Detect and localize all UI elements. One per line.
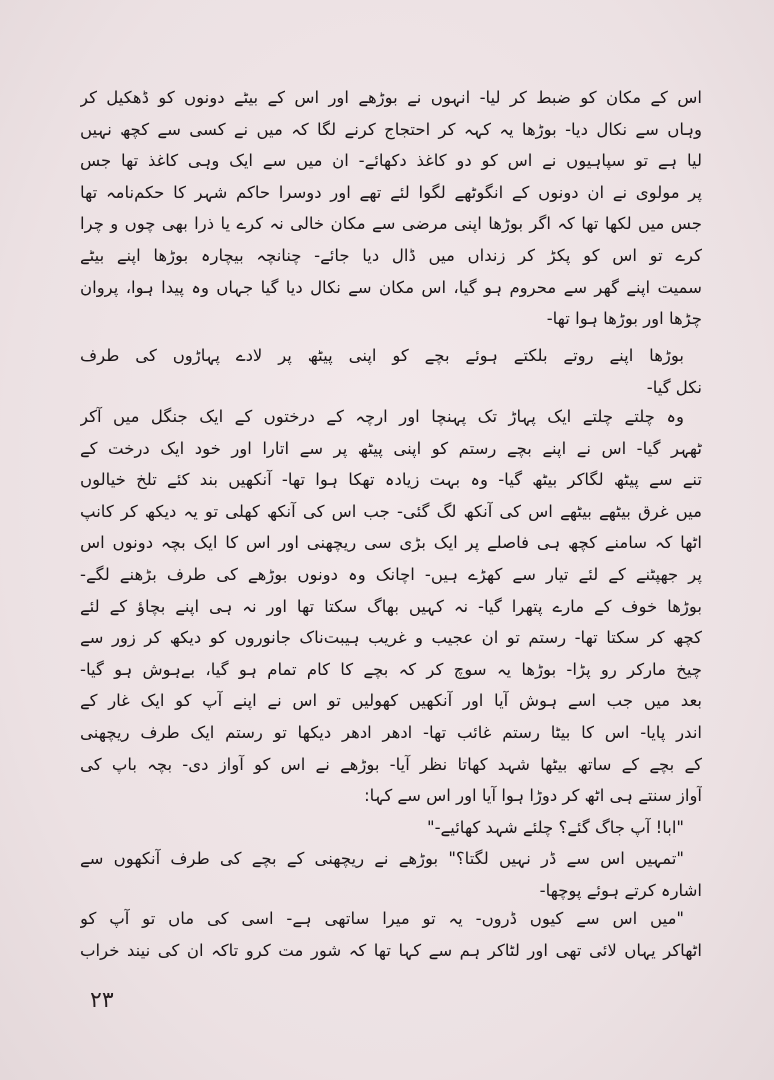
- text-line: آواز سنتے ہی اٹھ کر دوڑا ہوا آیا اور اس سے کہا:: [364, 786, 702, 806]
- text-line: تنے سے پیٹھ لگاکر بیٹھ گیا- وہ بہت زیادہ تھکا ہوا تھا- آنکھیں بند کئے تلخ خیالوں: [80, 470, 702, 490]
- text-line: اندر پایا- اس کا بیٹا رستم غائب تھا- ادھر ادھر دیکھا تو رستم ایک طرف ریچھنی: [80, 722, 702, 742]
- text-line: کرے تو اس کو پکڑ کر زنداں میں ڈال دیا جائے- چنانچہ بیچارہ بوڑھا اپنے بیٹے: [80, 245, 702, 265]
- text-line: نکل گیا-: [646, 377, 702, 397]
- paragraph-4: [80, 903, 702, 966]
- text-line: اٹھاکر یہاں لائی تھی اور لٹاکر ہم سے کہا تھا کہ شور مت کرو تاکہ ان کی نیند خراب: [80, 940, 702, 960]
- text-line: بوڑھا خوف کے مارے پتھرا گیا- نہ کہیں بھاگ سکتا تھا اور نہ ہی اپنے بچاؤ کے لئے: [80, 596, 702, 616]
- dialogue-line: "ابا! آپ جاگ گئے؟ چلئے شہد کھائیے-": [427, 817, 684, 837]
- text-line: چیخ مارکر رو پڑا- بوڑھا یہ سوچ کر کہ بچے کا کام تمام ہو گیا، بےہوش ہو گیا-: [80, 659, 702, 679]
- dialogue-line: "میں اس سے کیوں ڈروں- یہ تو میرا ساتھی ہے- اسی کی ماں تو آپ کو: [80, 909, 684, 928]
- dialogue-line: "تمہیں اس سے ڈر نہیں لگتا؟" بوڑھے نے ریچھنی کے بچے کی طرف آنکھوں سے: [80, 849, 684, 869]
- text-line: میں غرق بیٹھے بیٹھے اس کی آنکھ لگ گئی- جب اس کی آنکھ کھلی تو یہ دیکھ کر کانپ: [80, 501, 702, 521]
- text-line: پر مولوی نے ان دونوں کے انگوٹھے لگوا لئے تھے اور دوسرا حاکم شہر کا حکم‌نامہ تھا: [80, 182, 702, 202]
- text-line: چڑھا اور بوڑھا ہوا تھا-: [546, 309, 702, 329]
- page-number: ۲۳: [90, 988, 114, 1013]
- text-line: وہاں سے نکال دیا- بوڑھا یہ کہہ کر احتجاج کرنے لگا کہ میں نے کسی سے کچھ نہیں: [80, 119, 702, 139]
- paragraph-1: [80, 82, 702, 335]
- text-line: اس کے مکان کو ضبط کر لیا- انہوں نے بوڑھے اور اس کے بیٹے دونوں کو ڈھکیل کر: [80, 88, 702, 107]
- text-line: ٹھہر گیا- اس نے اپنے بچے رستم کو اپنی پیٹھ پر سے اتارا اور خود ایک درخت کے: [80, 438, 702, 458]
- text-line: بعد میں جب اسے ہوش آیا اور آنکھیں کھولیں تو اس نے اپنے آپ کو ایک غار کے: [80, 691, 702, 711]
- text-line: کے بچے کے ساتھ بیٹھا شہد کھاتا نظر آیا- بوڑھے نے اس کو آواز دی- بچہ باپ کی: [80, 754, 702, 774]
- text-line: سمیت اپنے گھر سے محروم ہو گیا، اس مکان سے نکال دیا گیا جہاں وہ پیدا ہوا، پروان: [80, 277, 702, 297]
- text-line: کچھ کر سکتا تھا- رستم تو ان عجیب و غریب ہیبت‌ناک جانوروں کو دیکھ کر زور سے: [80, 628, 702, 648]
- text-line: وہ چلتے چلتے ایک پہاڑ تک پہنچا اور ارچہ کے درختوں کے ایک جنگل میں آکر: [80, 407, 684, 426]
- text-line: اٹھا کہ سامنے کچھ ہی فاصلے پر ایک بڑی سی ریچھنی اور اس کا ایک بچہ دونوں اس: [80, 533, 702, 553]
- text-line: پر جھپٹنے کے لئے تیار سے کھڑے ہیں- اچانک وہ دونوں بوڑھے کی طرف بڑھنے لگے-: [80, 564, 702, 584]
- paragraph-2: [80, 340, 702, 403]
- text-line: جس میں لکھا تھا کہ اگر بوڑھا اپنی مرضی سے مکان خالی نہ کرے یا ذرا بھی چوں و چرا: [80, 214, 702, 234]
- text-line: بوڑھا اپنے روتے بلکتے ہوئے بچے کو اپنی پیٹھ پر لادے پہاڑوں کی طرف: [80, 346, 684, 365]
- text-line: لیا ہے تو سپاہیوں نے اس کو دو کاغذ دکھائے- ان میں سے ایک وہی کاغذ تھا جس: [80, 151, 702, 171]
- paragraph-3: [80, 401, 702, 907]
- text-line: اشارہ کرتے ہوئے پوچھا-: [539, 880, 702, 900]
